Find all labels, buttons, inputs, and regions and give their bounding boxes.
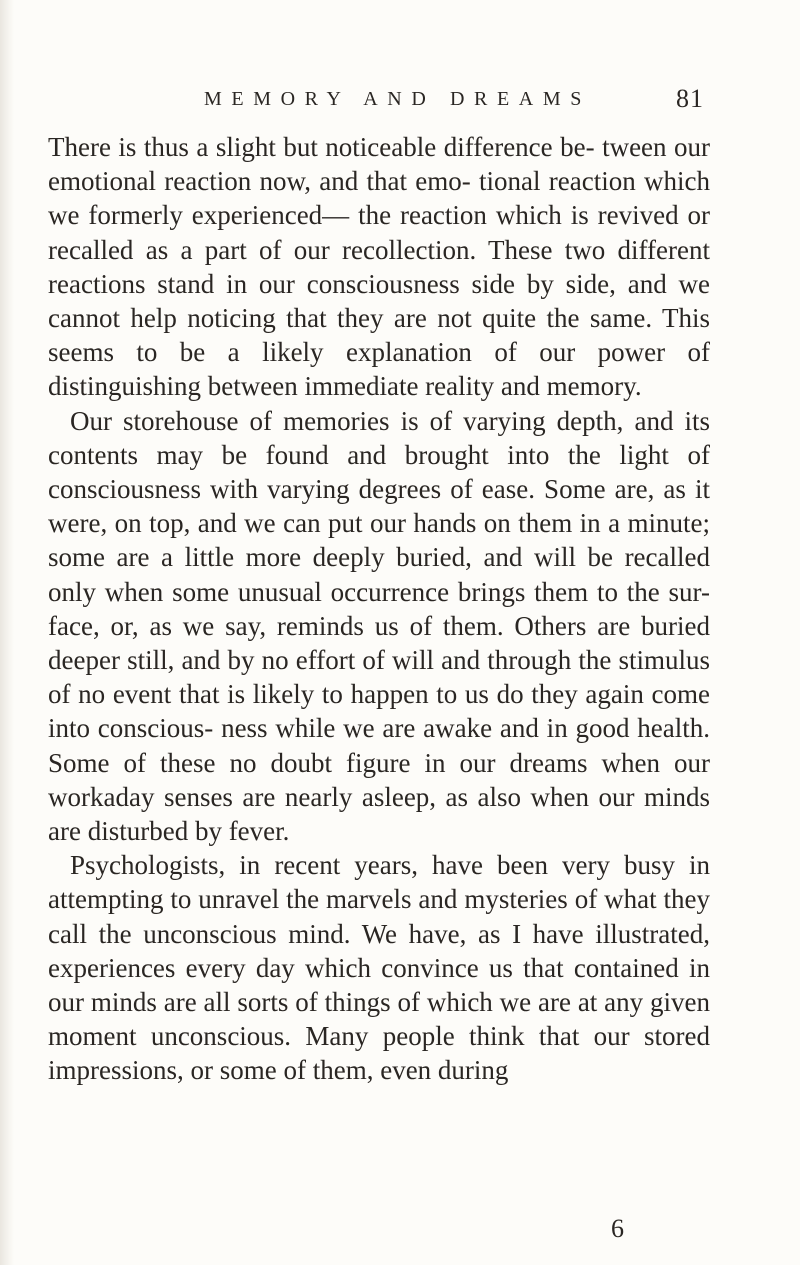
signature-mark: 6: [611, 1214, 624, 1243]
running-head: MEMORY AND DREAMS: [204, 88, 591, 110]
paragraph-1: There is thus a slight but noticeable difference be- tween our emotional reaction now, and that emo- tional reaction which we formerly experienced— the reaction which is revived or recalled as a part of our recollection. These two different reactions stand in our consciousness side by side, and we cannot help noticing that they are not quite the same. This seems to be a likely explanation of our power of distinguishing between immediate reality and memory.: [48, 132, 710, 402]
page-header: [204, 84, 704, 124]
body-text: [48, 130, 710, 1088]
page-binding-edge: [0, 0, 14, 1265]
paragraph-3: Psychologists, in recent years, have been very busy in attempting to unravel the marvels and mysteries of what they call the unconscious mind. We have, as I have illustrated, experiences every day which convince us that contained in our minds are all sorts of things of which we are at any given moment unconscious. Many people think that our stored impressions, or some of them, even during: [48, 850, 710, 1086]
paragraph-2: Our storehouse of memories is of varying depth, and its contents may be found and brought into the light of consciousness with varying degrees of ease. Some are, as it were, on top, and we can put our hands on them in a minute; some are a little more deeply buried, and will be recalled only when some unusual occurrence brings them to the sur- face, or, as we say, reminds us of them. Others are buried deeper still, and by no effort of will and through the stimulus of no event that is likely to happen to us do they again come into conscious- ness while we are awake and in good health. Some of these no doubt figure in our dreams when our workaday senses are nearly asleep, as also when our minds are disturbed by fever.: [48, 405, 710, 847]
page-number: 81: [676, 84, 704, 113]
